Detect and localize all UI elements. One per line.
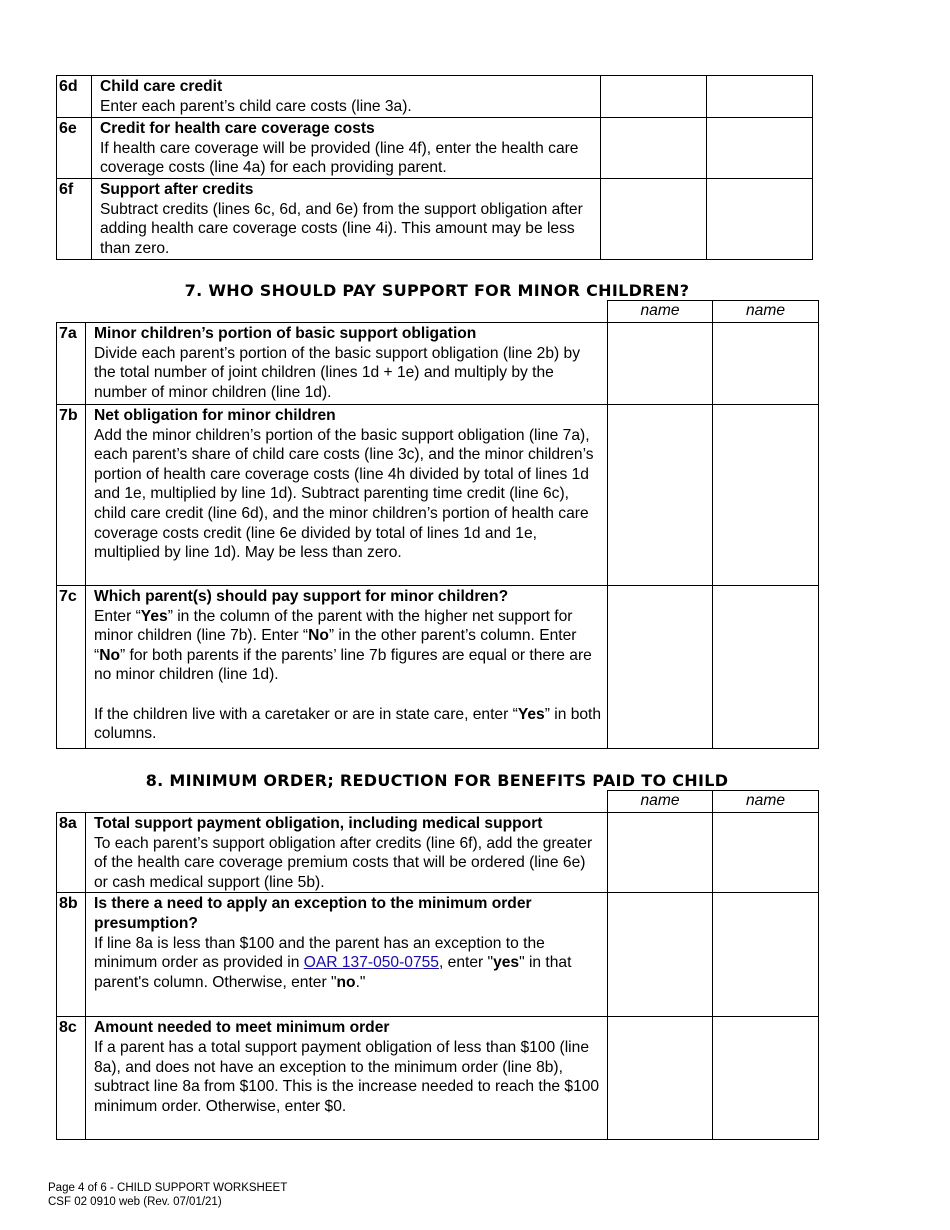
yes-emphasis: Yes <box>140 607 168 625</box>
parent1-name-header: name <box>608 301 713 323</box>
parent2-entry-cell[interactable] <box>707 118 813 179</box>
form-id: CSF 02 0910 web (Rev. 07/01/21) <box>48 1196 222 1208</box>
line-description <box>92 118 601 179</box>
line-number: 8a <box>57 813 86 893</box>
line-title: Is there a need to apply an exception to the minimum order presumption? <box>94 895 532 932</box>
line-number: 7b <box>57 405 86 586</box>
line-title: Amount needed to meet minimum order <box>94 1019 390 1037</box>
parent2-entry-cell[interactable] <box>713 405 819 586</box>
line-title: Support after credits <box>100 181 254 198</box>
line-description <box>86 323 608 405</box>
oar-rule-link[interactable]: OAR 137-050-0755 <box>303 954 439 972</box>
line-body: If a parent has a total support payment obligation of less than $100 (line 8a), and does not have an exception to the minimum order (line 8b), subtract line 8a from $100. This is the increase needed to reach the $100 minimum order. Otherwise, enter $0. <box>94 1038 600 1115</box>
line-description <box>86 1017 608 1140</box>
line-body: To each parent’s support obligation after credits (line 6f), add the greater of the health care coverage premium costs that will be ordered (line 6e) or cash medical support (line 5b). <box>94 834 593 891</box>
yes-emphasis: yes <box>493 954 520 972</box>
line-number: 6e <box>57 118 92 179</box>
parent1-name-header: name <box>608 791 713 813</box>
line-6f-row <box>57 179 813 260</box>
no-emphasis: No <box>308 627 329 645</box>
line-8b-row <box>57 893 819 1017</box>
line-body-paragraph-1: Enter “Yes” in the column of the parent with the higher net support for minor children (line 7b). Enter “No” in the other parent’s column. Enter “No” for both parents if the parents’ line 7b figures are equal or there are no minor children (line 1d). <box>94 607 592 684</box>
line-number: 7c <box>57 586 86 749</box>
section7-heading: 7. WHO SHOULD PAY SUPPORT FOR MINOR CHILDREN? <box>184 281 690 300</box>
line-7a-row <box>57 323 819 405</box>
line-number: 8b <box>57 893 86 1017</box>
parent2-name-header: name <box>713 301 819 323</box>
parent2-entry-cell[interactable] <box>713 813 819 893</box>
line-body: Divide each parent’s portion of the basic support obligation (line 2b) by the total number of joint children (lines 1d + 1e) and multiply by the number of minor children (line 1d). <box>94 344 581 401</box>
line-8a-row <box>57 813 819 893</box>
line-body-paragraph-2: If the children live with a caretaker or are in state care, enter “Yes” in both columns. <box>94 705 602 743</box>
parent1-entry-cell[interactable] <box>601 76 707 118</box>
parent2-entry-cell[interactable] <box>713 586 819 749</box>
section8-table <box>56 790 819 1140</box>
parent1-entry-cell[interactable] <box>608 813 713 893</box>
line-6d-row <box>57 76 813 118</box>
line-description <box>86 813 608 893</box>
line-7b-row <box>57 405 819 586</box>
parent1-entry-cell[interactable] <box>601 118 707 179</box>
line-title: Child care credit <box>100 78 223 95</box>
line-description <box>92 179 601 260</box>
parent2-entry-cell[interactable] <box>707 179 813 260</box>
line-description <box>86 893 608 1017</box>
section8-heading: 8. MINIMUM ORDER; REDUCTION FOR BENEFITS PAID TO CHILD <box>145 771 729 790</box>
parent1-entry-cell[interactable] <box>608 405 713 586</box>
line-title: Net obligation for minor children <box>94 407 336 424</box>
page-number: Page 4 of 6 - CHILD SUPPORT WORKSHEET <box>48 1182 288 1194</box>
line-number: 8c <box>57 1017 86 1140</box>
no-emphasis: no <box>336 973 356 991</box>
line-body: If health care coverage will be provided (line 4f), enter the health care coverage costs (line 4a) for each providing parent. <box>100 139 579 177</box>
line-8c-row <box>57 1017 819 1140</box>
parent2-entry-cell[interactable] <box>707 76 813 118</box>
line-body: Subtract credits (lines 6c, 6d, and 6e) from the support obligation after adding health care coverage costs (line 4i). This amount may be less than zero. <box>100 200 583 257</box>
parent1-entry-cell[interactable] <box>608 323 713 405</box>
line-description <box>86 405 608 586</box>
line-body: If line 8a is less than $100 and the parent has an exception to the minimum order as provided in OAR 137-050-0755, enter "yes" in that parent's column. Otherwise, enter "no." <box>94 934 572 991</box>
line-body: Add the minor children’s portion of the basic support obligation (line 7a), each parent’s share of child care costs (line 3c), and the minor children’s portion of health care coverage costs (line 4h divided by total of lines 1d and 1e, multiplied by line 1d). Subtract parenting time credit (line 6c), child care credit (line 6d), and the minor children’s portion of health care coverage costs credit (line 6e divided by total of lines 1d and 1e, multiplied by line 1d). May be less than zero. <box>94 426 594 562</box>
line-7c-row <box>57 586 819 749</box>
no-emphasis: No <box>99 646 120 664</box>
line-title: Total support payment obligation, including medical support <box>94 815 543 832</box>
parent2-name-header: name <box>713 791 819 813</box>
section7-header-row <box>57 301 819 323</box>
parent2-entry-cell[interactable] <box>713 1017 819 1140</box>
parent1-entry-cell[interactable] <box>601 179 707 260</box>
line-description <box>92 76 601 118</box>
section6-table <box>56 75 813 260</box>
parent2-entry-cell[interactable] <box>713 323 819 405</box>
parent1-entry-cell[interactable] <box>608 1017 713 1140</box>
line-number: 7a <box>57 323 86 405</box>
line-6e-row <box>57 118 813 179</box>
parent1-entry-cell[interactable] <box>608 586 713 749</box>
line-title: Credit for health care coverage costs <box>100 120 375 137</box>
line-number: 6d <box>57 76 92 118</box>
line-number: 6f <box>57 179 92 260</box>
parent2-entry-cell[interactable] <box>713 893 819 1017</box>
section8-header-row <box>57 791 819 813</box>
line-body: Enter each parent’s child care costs (line 3a). <box>100 97 412 115</box>
section7-table <box>56 300 819 749</box>
parent1-entry-cell[interactable] <box>608 893 713 1017</box>
yes-emphasis: Yes <box>517 705 545 723</box>
line-description <box>86 586 608 749</box>
page-footer <box>48 1181 287 1209</box>
line-title: Which parent(s) should pay support for minor children? <box>94 588 509 605</box>
line-title: Minor children’s portion of basic support obligation <box>94 325 477 342</box>
